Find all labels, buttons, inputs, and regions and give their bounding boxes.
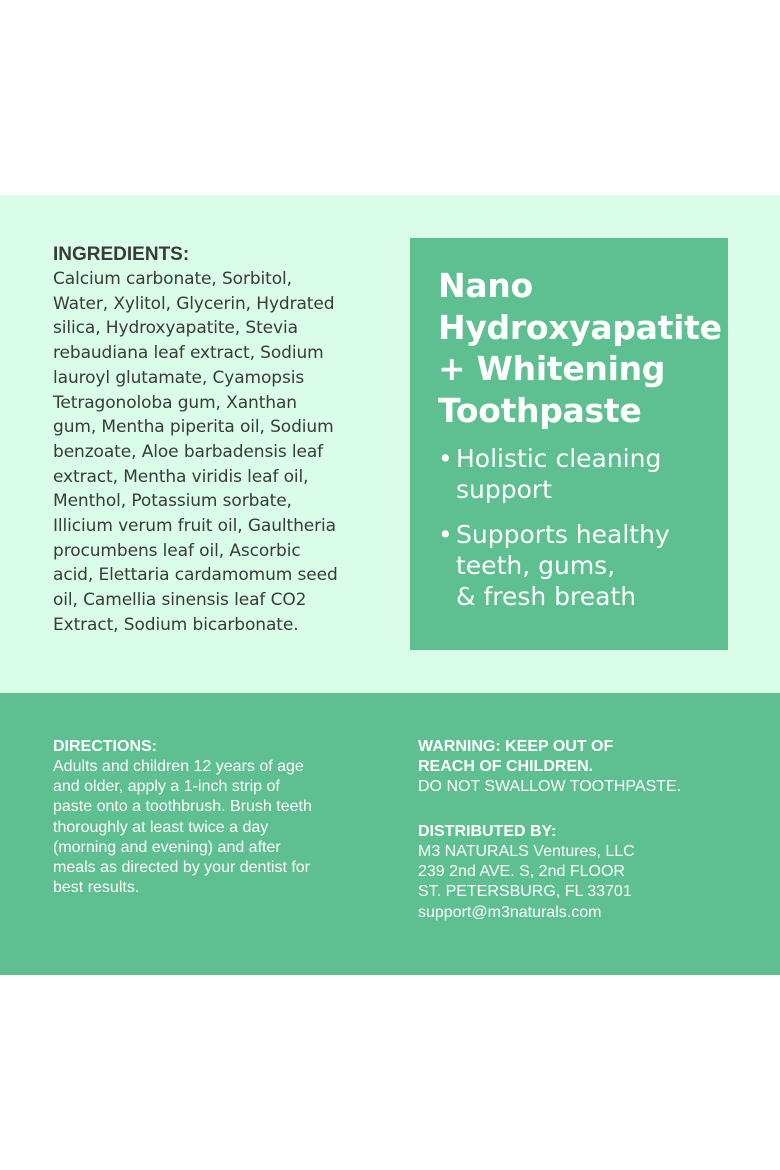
ingredients-line: lauroyl glutamate, Cyamopsis xyxy=(53,367,305,388)
ingredients-line: oil, Camellia sinensis leaf CO2 xyxy=(53,590,307,611)
ingredients-line: Water, Xylitol, Glycerin, Hydrated xyxy=(53,293,335,314)
ingredients-line: procumbens leaf oil, Ascorbic xyxy=(53,540,301,561)
distributor-name: M3 NATURALS Ventures, LLC xyxy=(418,843,635,860)
directions-line: paste onto a toothbrush. Brush teeth xyxy=(53,798,312,816)
distributor-address xyxy=(418,842,758,923)
benefit-line: support xyxy=(456,475,552,504)
benefit-line: Holistic cleaning xyxy=(456,444,662,473)
distributor-section xyxy=(418,822,758,923)
directions-line: and older, apply a 1-inch strip of xyxy=(53,778,280,796)
ingredients-section xyxy=(53,243,383,638)
product-title-line: Toothpaste xyxy=(438,390,642,430)
ingredients-list xyxy=(53,267,383,638)
warning-heading-line: WARNING: KEEP OUT OF xyxy=(418,738,614,755)
directions-line: Adults and children 12 years of age xyxy=(53,758,304,775)
bullet-icon: • xyxy=(438,520,453,549)
warning-text: DO NOT SWALLOW TOOTHPASTE. xyxy=(418,778,682,795)
product-title xyxy=(438,265,728,431)
ingredients-line: Menthol, Potassium sorbate, xyxy=(53,491,292,512)
distributor-email: support@m3naturals.com xyxy=(418,903,602,921)
directions-line: (morning and evening) and after xyxy=(53,838,281,856)
benefit-item xyxy=(438,443,728,505)
warning-heading-line: REACH OF CHILDREN. xyxy=(418,758,594,775)
benefits-list xyxy=(438,443,728,612)
directions-section xyxy=(53,737,373,898)
product-highlight-box xyxy=(410,238,728,650)
benefit-line: Supports healthy xyxy=(456,520,670,549)
warning-section xyxy=(418,737,758,797)
product-title-line: + Whitening xyxy=(438,349,666,388)
product-title-line: Nano xyxy=(438,266,533,305)
bullet-icon: • xyxy=(438,444,453,473)
info-panel xyxy=(0,693,780,975)
directions-line: best results. xyxy=(53,879,140,897)
directions-heading: DIRECTIONS: xyxy=(53,738,157,755)
ingredients-line: Illicium verum fruit oil, Gaultheria xyxy=(53,516,336,537)
ingredients-heading: INGREDIENTS: xyxy=(53,244,190,265)
ingredients-line: acid, Elettaria cardamomum seed xyxy=(53,565,338,586)
directions-text xyxy=(53,757,373,898)
warning-heading xyxy=(418,737,758,777)
distributor-street: 239 2nd AVE. S, 2nd FLOOR xyxy=(418,863,625,881)
distributor-city: ST. PETERSBURG, FL 33701 xyxy=(418,883,632,901)
distributor-heading: DISTRIBUTED BY: xyxy=(418,823,557,840)
ingredients-line: Calcium carbonate, Sorbitol, xyxy=(53,269,292,289)
ingredients-line: rebaudiana leaf extract, Sodium xyxy=(53,343,324,364)
ingredients-line: silica, Hydroxyapatite, Stevia xyxy=(53,318,298,339)
benefit-item xyxy=(438,519,728,612)
product-title-line: Hydroxyapatite xyxy=(438,307,722,347)
ingredients-line: extract, Mentha viridis leaf oil, xyxy=(53,466,309,487)
directions-line: meals as directed by your dentist for xyxy=(53,859,311,877)
benefit-line: teeth, gums, xyxy=(456,551,616,580)
benefit-line: & fresh breath xyxy=(456,582,637,611)
ingredients-line: gum, Mentha piperita oil, Sodium xyxy=(53,417,334,438)
ingredients-line: Tetragonoloba gum, Xanthan xyxy=(53,392,297,413)
ingredients-line: benzoate, Aloe barbadensis leaf xyxy=(53,441,324,462)
directions-line: thoroughly at least twice a day xyxy=(53,818,269,836)
ingredients-line: Extract, Sodium bicarbonate. xyxy=(53,614,299,635)
